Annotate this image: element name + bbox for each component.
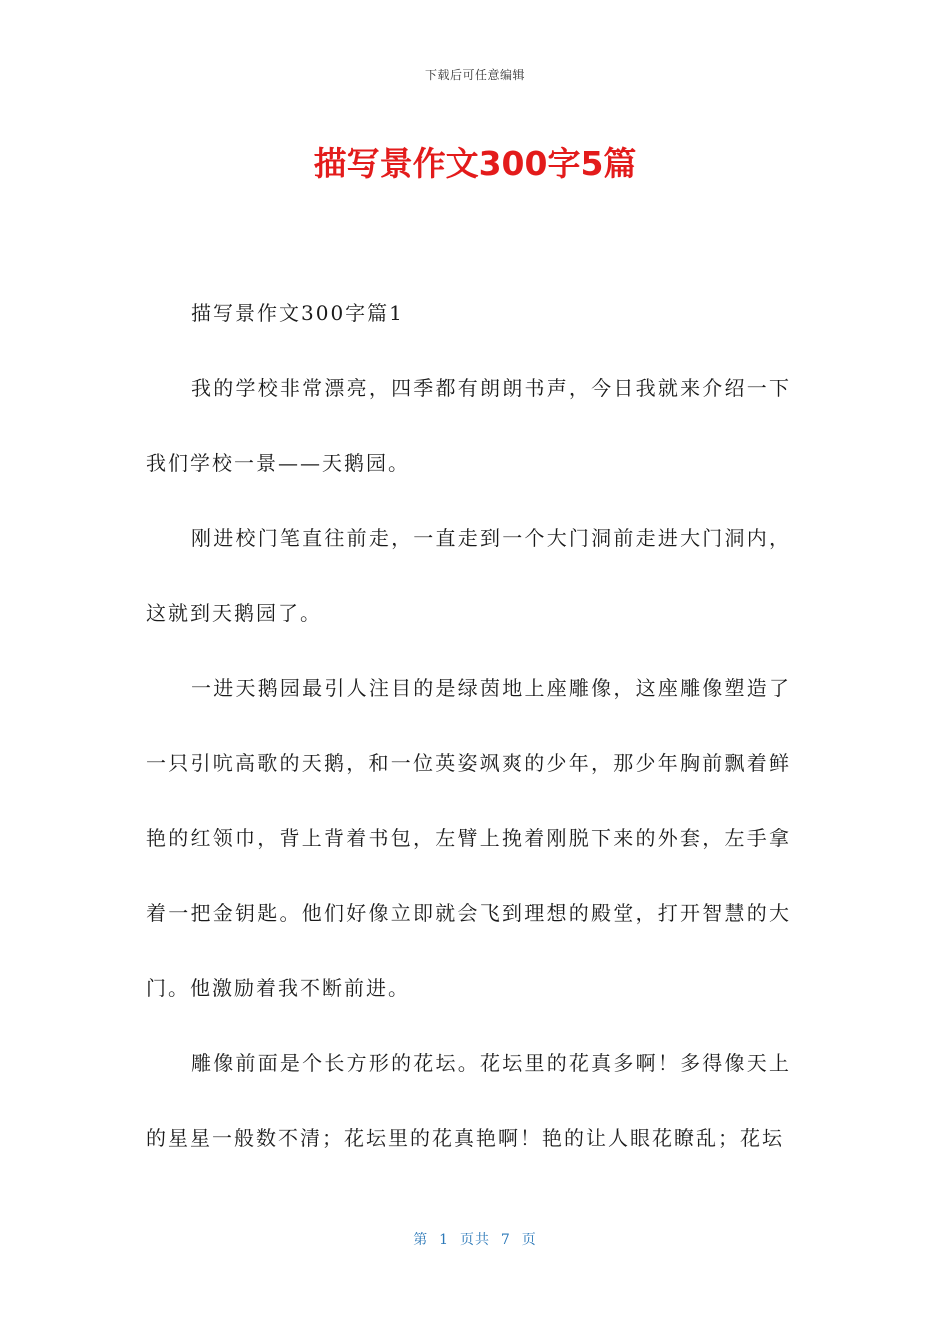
paragraph: 一进天鹅园最引人注目的是绿茵地上座雕像，这座雕像塑造了一只引吭高歌的天鹅，和一位英姿飒爽的少年，那少年胸前飘着鲜艳的红领巾，背上背着书包，左臂上挽着刚脱下来的外套，左手拿着一把金钥匙。他们好像立即就会飞到理想的殿堂，打开智慧的大门。他激励着我不断前进。: [146, 676, 791, 1000]
paragraph: 雕像前面是个长方形的花坛。花坛里的花真多啊！多得像天上的星星一般数不清；花坛里的花真艳啊！艳的让人眼花瞭乱；花坛: [146, 1051, 791, 1150]
page-number-footer: 第 1 页共 7 页: [413, 1232, 537, 1248]
paragraph: 我的学校非常漂亮，四季都有朗朗书声，今日我就来介绍一下我们学校一景——天鹅园。: [146, 376, 791, 475]
header-note: 下载后可任意编辑: [424, 68, 525, 82]
document-body: [146, 276, 791, 1176]
paragraph: 刚进校门笔直往前走，一直走到一个大门洞前走进大门洞内，这就到天鹅园了。: [146, 526, 791, 625]
document-title: 描写景作文300字5篇: [313, 144, 637, 183]
paragraph-section-heading: 描写景作文300字篇1: [191, 301, 404, 325]
